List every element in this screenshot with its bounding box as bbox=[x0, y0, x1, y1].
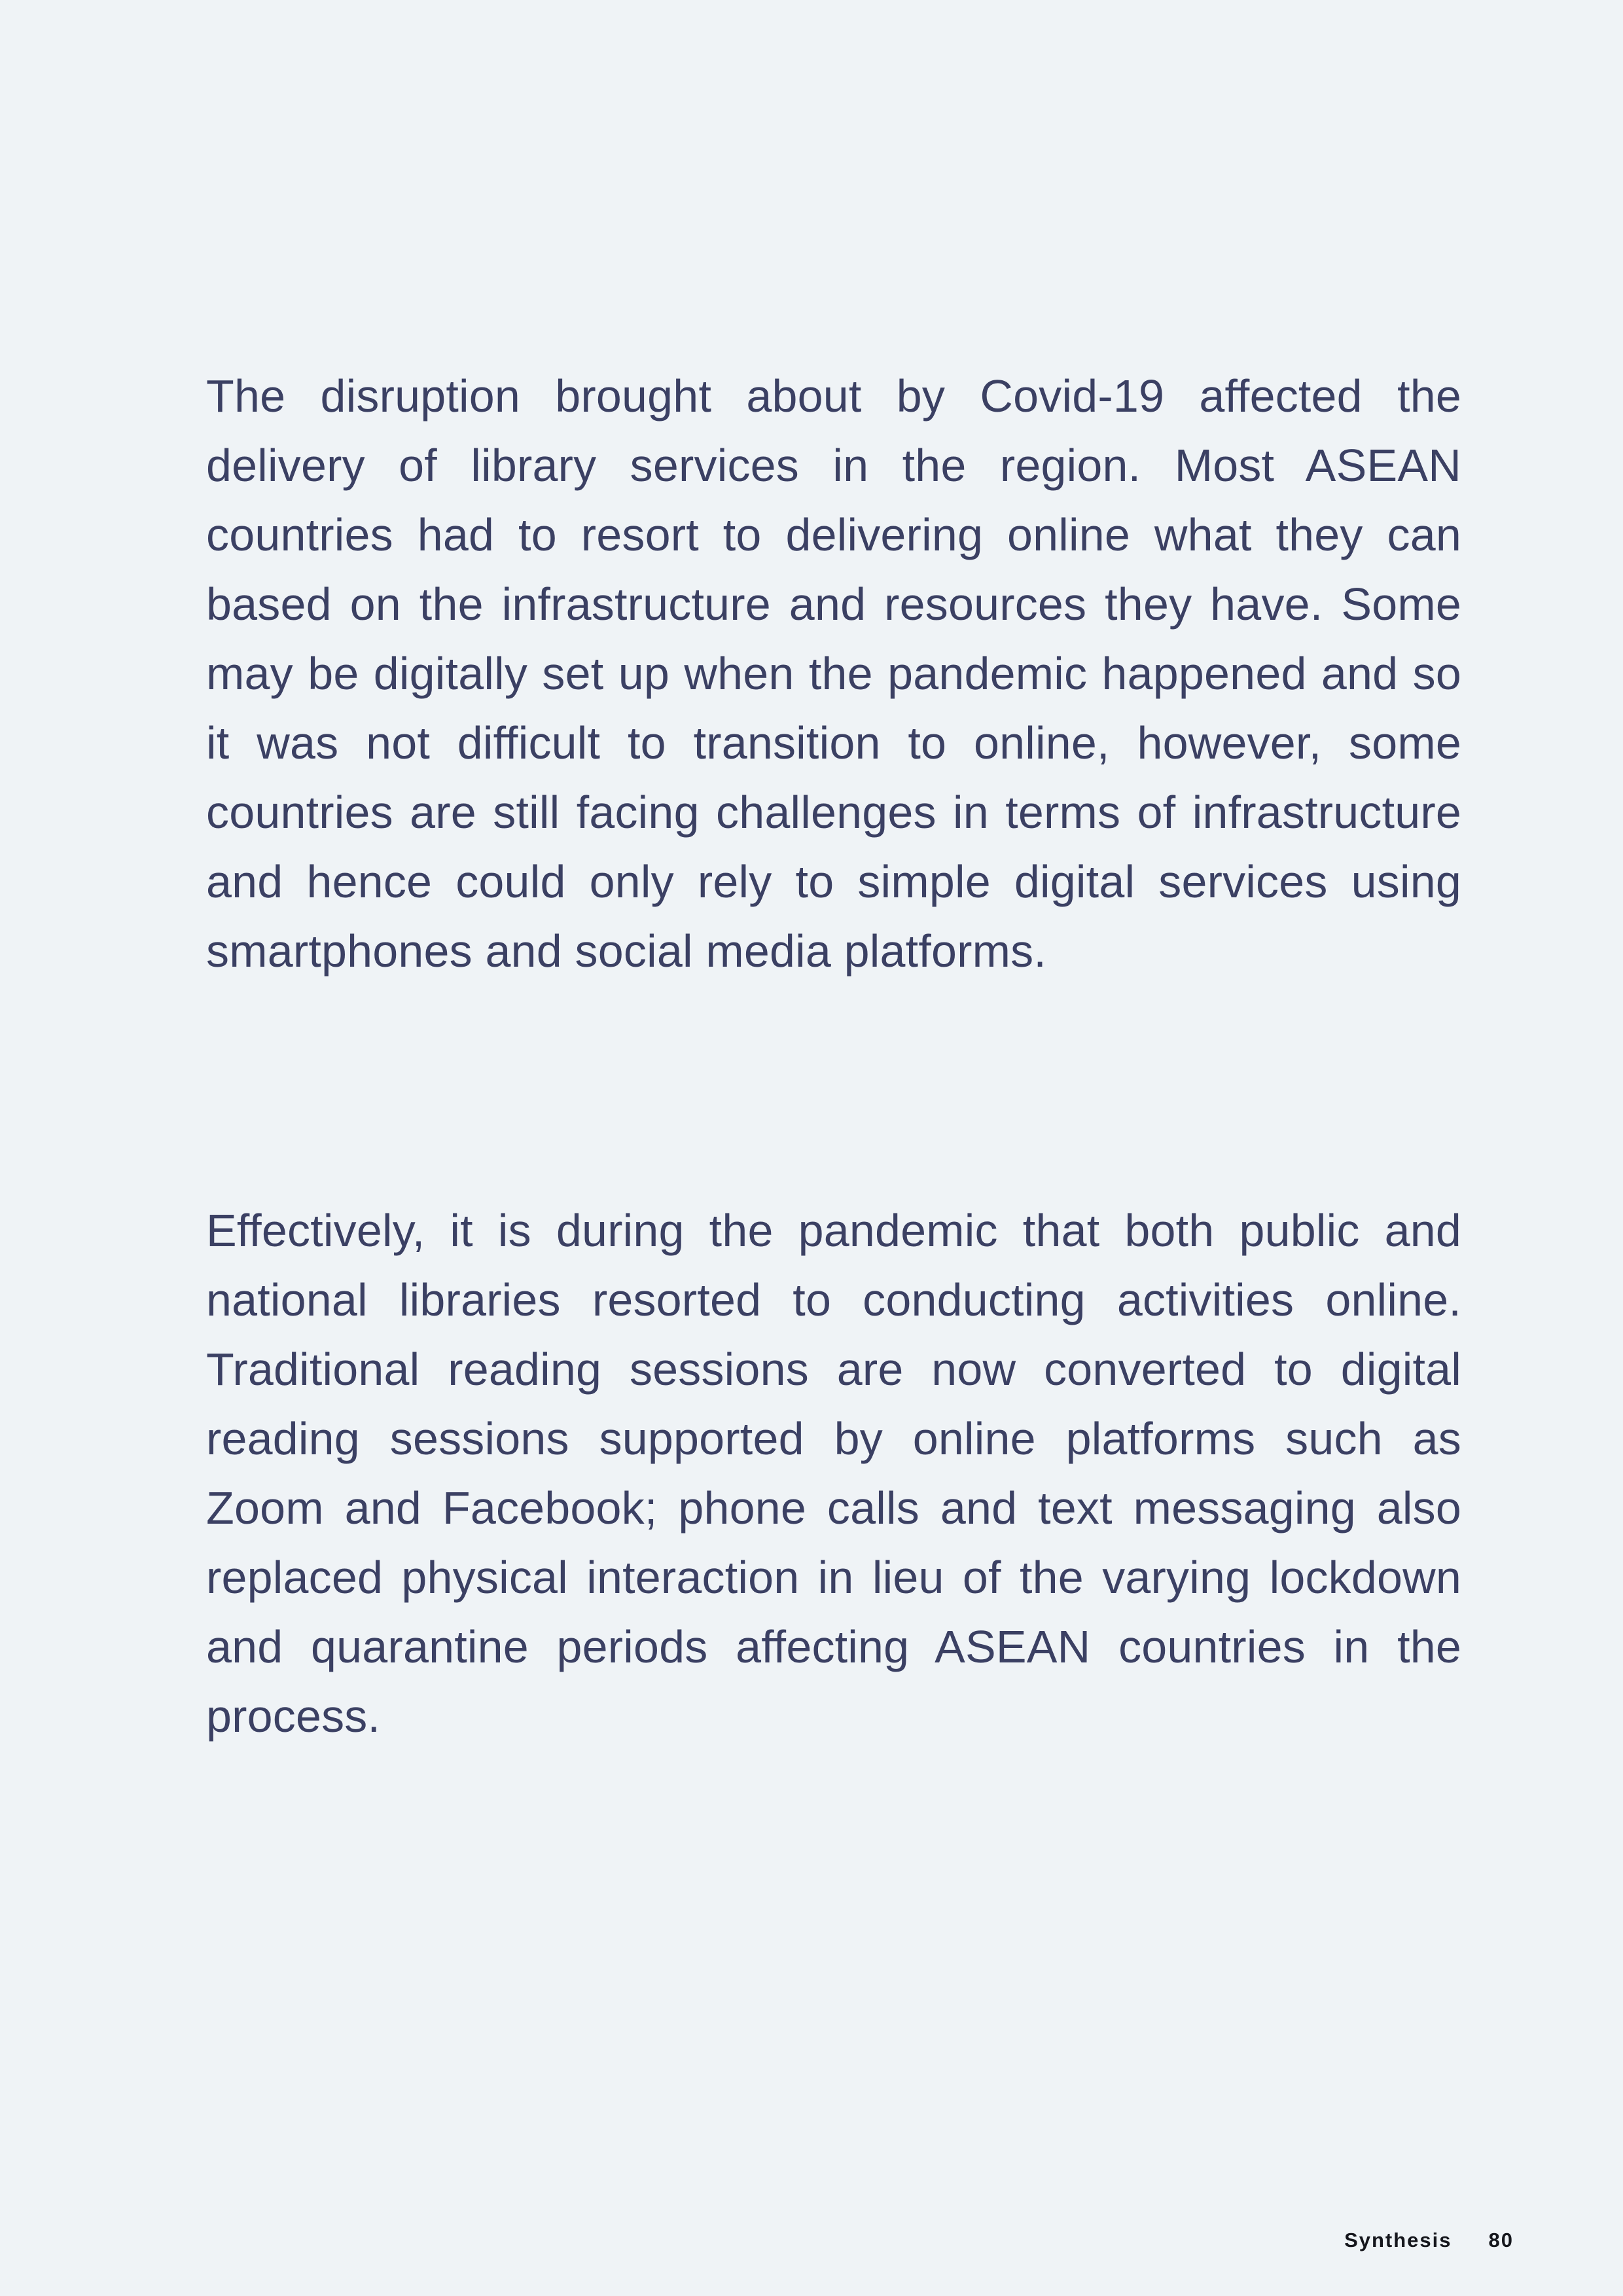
body-paragraph-1: The disruption brought about by Covid-19 affected the delivery of library services in the region. Most ASEAN countries had to resort to delivering online what they can based on the infrastructure and resources they have. Some may be digitally set up when the pandemic happened and so it was not difficult to transition to online, however, some countries are still facing challenges in terms of infrastructure and hence could only rely to simple digital services using smartphones and social media platforms. bbox=[206, 370, 1461, 977]
page-number: 80 bbox=[1488, 2229, 1514, 2251]
page-footer bbox=[1344, 2229, 1514, 2252]
footer-section-title: Synthesis bbox=[1344, 2229, 1452, 2251]
body-paragraph-2: Effectively, it is during the pandemic that both public and national libraries resorted to conducting activities online. Traditional reading sessions are now converted to digital reading sessions supported by online platforms such as Zoom and Facebook; phone calls and text messaging also replaced physical interaction in lieu of the varying lockdown and quarantine periods affecting ASEAN countries in the process. bbox=[206, 1205, 1461, 1742]
